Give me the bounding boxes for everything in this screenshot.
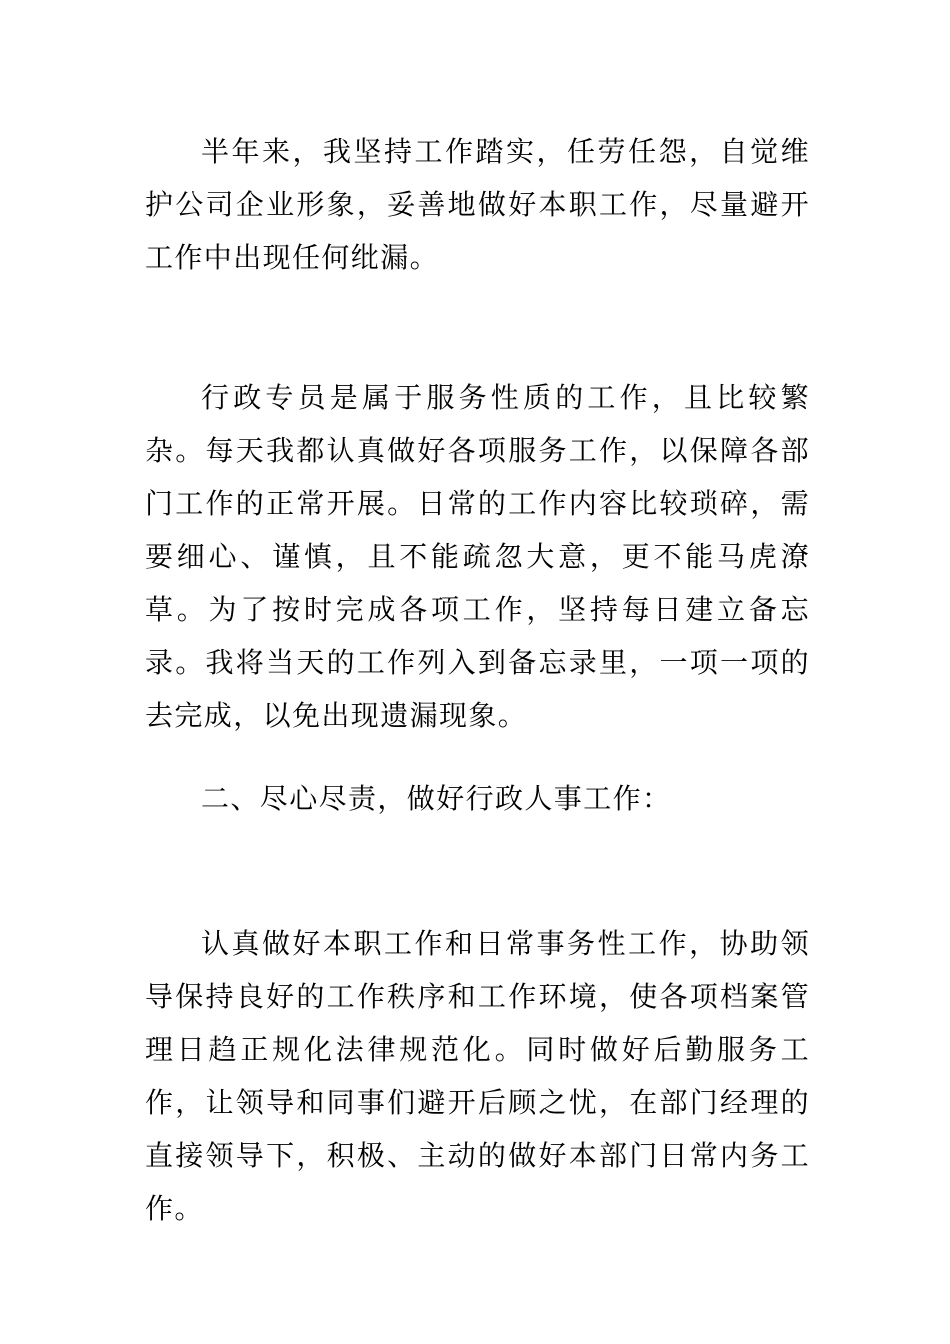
body-paragraph-work-attitude: 半年来，我坚持工作踏实，任劳任怨，自觉维护公司企业形象，妥善地做好本职工作，尽量避开工作中出现任何纰漏。 [145, 135, 810, 274]
section-heading: 二、尽心尽责，做好行政人事工作： [201, 782, 672, 815]
body-paragraph-daily-duties: 认真做好本职工作和日常事务性工作，协助领导保持良好的工作秩序和工作环境，使各项档案管理日趋正规化法律规范化。同时做好后勤服务工作，让领导和同事们避开后顾之忧，在部门经理的直接领导下，积极、主动的做好本部门日常内务工作。 [145, 927, 810, 1225]
body-paragraph-admin-specialist: 行政专员是属于服务性质的工作，且比较繁杂。每天我都认真做好各项服务工作，以保障各部门工作的正常开展。日常的工作内容比较琐碎，需要细心、谨慎，且不能疏忽大意，更不能马虎潦草。为了按时完成各项工作，坚持每日建立备忘录。我将当天的工作列入到备忘录里，一项一项的去完成，以免出现遗漏现象。 [145, 381, 810, 732]
